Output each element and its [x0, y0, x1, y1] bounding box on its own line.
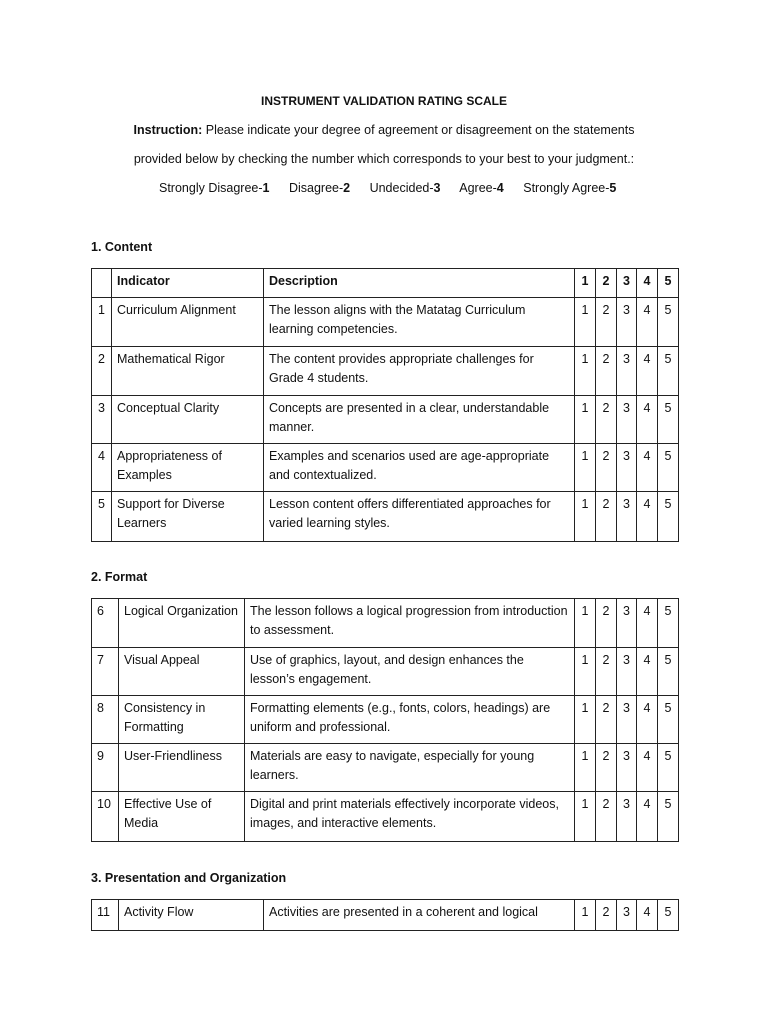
rating-option-3[interactable]: 3	[617, 648, 637, 696]
rating-option-5[interactable]: 5	[658, 444, 679, 492]
header-rating-2: 2	[596, 269, 617, 298]
row-description: Activities are presented in a coherent and logical	[264, 900, 575, 931]
table-row	[92, 900, 679, 931]
row-number: 5	[92, 492, 112, 542]
rating-scale-legend	[159, 181, 632, 195]
rating-option-1[interactable]: 1	[575, 744, 596, 792]
rating-option-5[interactable]: 5	[658, 492, 679, 542]
rating-option-2[interactable]: 2	[596, 396, 617, 444]
rating-option-3[interactable]: 3	[617, 744, 637, 792]
rating-option-4[interactable]: 4	[637, 298, 658, 347]
rating-option-4[interactable]: 4	[637, 648, 658, 696]
row-number: 4	[92, 444, 112, 492]
row-number: 7	[92, 648, 119, 696]
row-description: Lesson content offers differentiated approaches for varied learning styles.	[264, 492, 575, 542]
rating-option-5[interactable]: 5	[658, 599, 679, 648]
presentation-table	[91, 899, 679, 931]
format-table	[91, 598, 679, 842]
table-row	[92, 298, 679, 347]
row-description: Concepts are presented in a clear, understandable manner.	[264, 396, 575, 444]
header-rating-4: 4	[637, 269, 658, 298]
row-number: 9	[92, 744, 119, 792]
header-rating-1: 1	[575, 269, 596, 298]
header-number	[92, 269, 112, 298]
rating-option-5[interactable]: 5	[658, 396, 679, 444]
instruction-label: Instruction:	[133, 123, 203, 137]
row-description: Examples and scenarios used are age-appropriate and contextualized.	[264, 444, 575, 492]
rating-option-3[interactable]: 3	[617, 696, 637, 744]
rating-option-2[interactable]: 2	[596, 792, 617, 842]
row-number: 1	[92, 298, 112, 347]
rating-option-5[interactable]: 5	[658, 298, 679, 347]
instruction-line-2: provided below by checking the number which corresponds to your best to your judgment.:	[133, 152, 635, 166]
rating-option-1[interactable]: 1	[575, 696, 596, 744]
scale-agree: Agree-4	[459, 181, 504, 195]
section-title-format: 2. Format	[91, 570, 148, 584]
rating-option-5[interactable]: 5	[658, 648, 679, 696]
rating-option-1[interactable]: 1	[575, 900, 596, 931]
rating-option-3[interactable]: 3	[617, 444, 637, 492]
rating-option-4[interactable]: 4	[637, 396, 658, 444]
row-indicator: Visual Appeal	[119, 648, 245, 696]
rating-option-4[interactable]: 4	[637, 696, 658, 744]
row-description: The content provides appropriate challenges for Grade 4 students.	[264, 347, 575, 396]
rating-option-4[interactable]: 4	[637, 347, 658, 396]
rating-option-2[interactable]: 2	[596, 492, 617, 542]
scale-disagree: Disagree-2	[288, 181, 351, 195]
header-indicator: Indicator	[112, 269, 264, 298]
rating-option-5[interactable]: 5	[658, 792, 679, 842]
table-row	[92, 792, 679, 842]
scale-strongly-agree: Strongly Agree-5	[523, 181, 617, 195]
section-title-content: 1. Content	[91, 240, 153, 254]
rating-option-1[interactable]: 1	[575, 492, 596, 542]
rating-option-3[interactable]: 3	[617, 792, 637, 842]
rating-option-5[interactable]: 5	[658, 744, 679, 792]
table-row	[92, 492, 679, 542]
rating-option-2[interactable]: 2	[596, 744, 617, 792]
row-description: The lesson follows a logical progression from introduction to assessment.	[245, 599, 575, 648]
rating-option-5[interactable]: 5	[658, 347, 679, 396]
row-indicator: Appropriateness of Examples	[112, 444, 264, 492]
rating-option-2[interactable]: 2	[596, 696, 617, 744]
rating-option-3[interactable]: 3	[617, 347, 637, 396]
scale-strongly-disagree: Strongly Disagree-1	[159, 181, 270, 195]
row-indicator: Logical Organization	[119, 599, 245, 648]
header-rating-3: 3	[617, 269, 637, 298]
row-indicator: Conceptual Clarity	[112, 396, 264, 444]
row-number: 6	[92, 599, 119, 648]
table-row	[92, 444, 679, 492]
table-row	[92, 599, 679, 648]
rating-option-3[interactable]: 3	[617, 492, 637, 542]
rating-option-1[interactable]: 1	[575, 298, 596, 347]
rating-option-2[interactable]: 2	[596, 298, 617, 347]
row-indicator: Effective Use of Media	[119, 792, 245, 842]
row-description: Digital and print materials effectively incorporate videos, images, and interactive elements.	[245, 792, 575, 842]
rating-option-4[interactable]: 4	[637, 744, 658, 792]
row-indicator: Mathematical Rigor	[112, 347, 264, 396]
rating-option-1[interactable]: 1	[575, 347, 596, 396]
row-indicator: Consistency in Formatting	[119, 696, 245, 744]
rating-option-2[interactable]: 2	[596, 347, 617, 396]
rating-option-4[interactable]: 4	[637, 900, 658, 931]
rating-option-3[interactable]: 3	[617, 298, 637, 347]
row-description: Formatting elements (e.g., fonts, colors, headings) are uniform and professional.	[245, 696, 575, 744]
rating-option-2[interactable]: 2	[596, 444, 617, 492]
row-number: 11	[92, 900, 119, 931]
row-description: Use of graphics, layout, and design enhances the lesson’s engagement.	[245, 648, 575, 696]
rating-option-3[interactable]: 3	[617, 900, 637, 931]
row-indicator: Support for Diverse Learners	[112, 492, 264, 542]
section-title-presentation: 3. Presentation and Organization	[91, 871, 287, 885]
row-indicator: Curriculum Alignment	[112, 298, 264, 347]
table-row	[92, 648, 679, 696]
rating-option-4[interactable]: 4	[637, 599, 658, 648]
instruction-text-1: Please indicate your degree of agreement or disagreement on the statements	[202, 123, 635, 137]
rating-option-4[interactable]: 4	[637, 444, 658, 492]
rating-option-1[interactable]: 1	[575, 444, 596, 492]
rating-option-5[interactable]: 5	[658, 900, 679, 931]
instruction-line-1	[0, 123, 768, 137]
scale-undecided: Undecided-3	[369, 181, 441, 195]
rating-option-3[interactable]: 3	[617, 599, 637, 648]
rating-option-2[interactable]: 2	[596, 599, 617, 648]
document-title: INSTRUMENT VALIDATION RATING SCALE	[261, 94, 507, 108]
row-number: 8	[92, 696, 119, 744]
rating-option-1[interactable]: 1	[575, 396, 596, 444]
rating-option-1[interactable]: 1	[575, 599, 596, 648]
rating-option-2[interactable]: 2	[596, 900, 617, 931]
row-indicator: Activity Flow	[119, 900, 264, 931]
content-table	[91, 268, 679, 542]
rating-option-4[interactable]: 4	[637, 492, 658, 542]
row-description: Materials are easy to navigate, especially for young learners.	[245, 744, 575, 792]
table-row	[92, 696, 679, 744]
row-indicator: User-Friendliness	[119, 744, 245, 792]
rating-option-1[interactable]: 1	[575, 648, 596, 696]
table-row	[92, 744, 679, 792]
row-description: The lesson aligns with the Matatag Curriculum learning competencies.	[264, 298, 575, 347]
header-rating-5: 5	[658, 269, 679, 298]
rating-option-3[interactable]: 3	[617, 396, 637, 444]
row-number: 3	[92, 396, 112, 444]
row-number: 2	[92, 347, 112, 396]
rating-option-5[interactable]: 5	[658, 696, 679, 744]
table-header-row	[92, 269, 679, 298]
table-row	[92, 396, 679, 444]
row-number: 10	[92, 792, 119, 842]
header-description: Description	[264, 269, 575, 298]
rating-option-4[interactable]: 4	[637, 792, 658, 842]
rating-option-1[interactable]: 1	[575, 792, 596, 842]
table-row	[92, 347, 679, 396]
rating-option-2[interactable]: 2	[596, 648, 617, 696]
